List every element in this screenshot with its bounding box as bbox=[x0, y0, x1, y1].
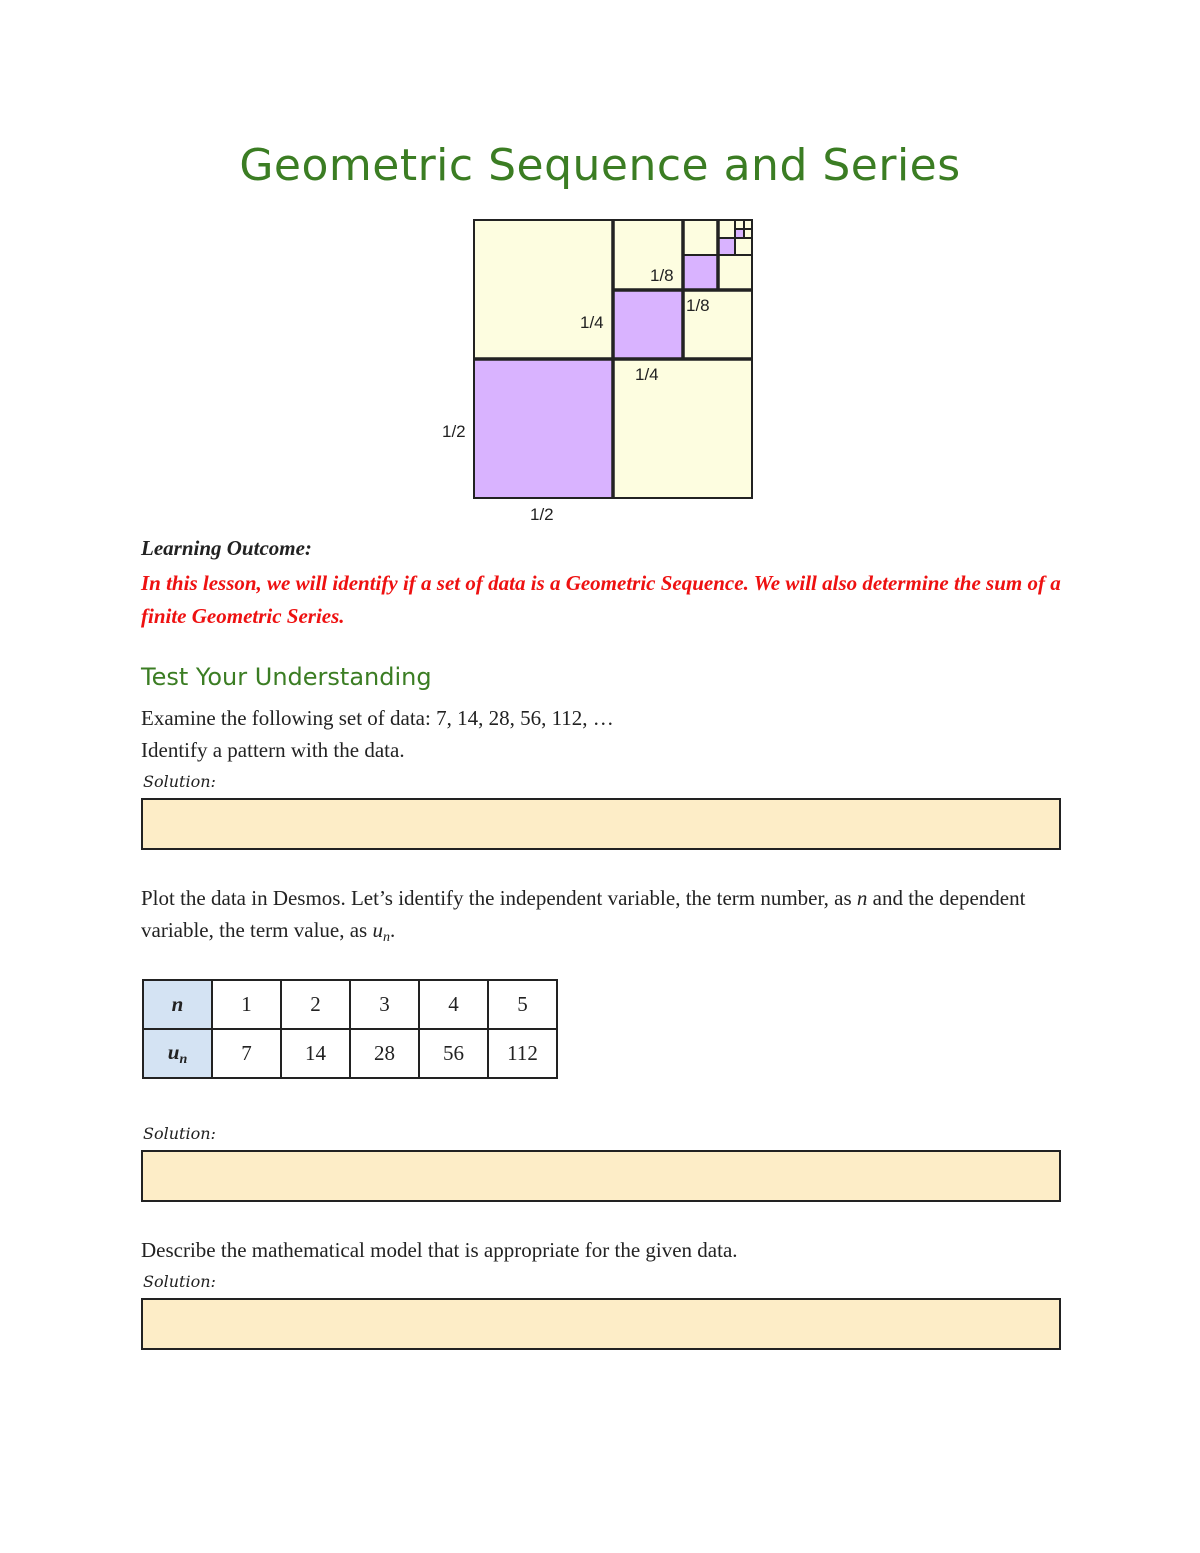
sixteenth-plain-square bbox=[683, 220, 718, 255]
table-cell: 5 bbox=[488, 980, 557, 1029]
tiny-plain-square-c bbox=[744, 220, 752, 229]
label-quarter-b: 1/4 bbox=[635, 365, 659, 384]
q2-solution-label: Solution: bbox=[143, 1124, 216, 1143]
quarter-shaded-square bbox=[613, 290, 683, 359]
square-diagram bbox=[430, 212, 770, 532]
q3-answer-box[interactable] bbox=[141, 1298, 1061, 1350]
q1-solution-label: Solution: bbox=[143, 772, 216, 791]
q2-text-c: . bbox=[389, 918, 396, 942]
label-half-bottom: 1/2 bbox=[530, 505, 554, 524]
tiny-shaded-square bbox=[735, 229, 744, 238]
learning-outcome-label: Learning Outcome: bbox=[141, 536, 312, 560]
q3-text: Describe the mathematical model that is appropriate for the given data. bbox=[141, 1238, 738, 1262]
table-cell: 112 bbox=[488, 1029, 557, 1078]
table-cell: 7 bbox=[212, 1029, 281, 1078]
q2-text-a: Plot the data in Desmos. Let’s identify the independent variable, the term number, as bbox=[141, 886, 857, 910]
table-head-u-main: u bbox=[167, 1039, 180, 1064]
table-cell: 28 bbox=[350, 1029, 419, 1078]
table-head-u-sub: n bbox=[179, 1051, 188, 1067]
table-cell: 4 bbox=[419, 980, 488, 1029]
tiny-plain-square-b bbox=[735, 220, 744, 229]
table-cell: 2 bbox=[281, 980, 350, 1029]
table-cell: 3 bbox=[350, 980, 419, 1029]
table-row bbox=[143, 980, 557, 1029]
sixteenth-shaded-square bbox=[718, 238, 735, 255]
section-title: Test Your Understanding bbox=[141, 663, 432, 691]
q2-var-u: u bbox=[372, 918, 383, 942]
half-plain-square bbox=[613, 359, 752, 498]
table-head-u bbox=[143, 1029, 212, 1078]
q2-text-b: and the dependent variable, the term value, as bbox=[141, 886, 1026, 942]
eighth-shaded-square bbox=[683, 255, 718, 290]
table-cell: 1 bbox=[212, 980, 281, 1029]
page-title: Geometric Sequence and Series bbox=[239, 140, 961, 191]
table-cell: 56 bbox=[419, 1029, 488, 1078]
table-cell: 14 bbox=[281, 1029, 350, 1078]
tiny-plain-square bbox=[744, 229, 752, 238]
label-eighth-b: 1/8 bbox=[686, 296, 710, 315]
q1-answer-box[interactable] bbox=[141, 798, 1061, 850]
table-head-n: n bbox=[143, 980, 212, 1029]
q2-var-n: n bbox=[856, 886, 868, 910]
label-eighth-a: 1/8 bbox=[650, 266, 674, 285]
q1-line2: Identify a pattern with the data. bbox=[141, 738, 405, 762]
data-table bbox=[142, 979, 558, 1079]
q1-line1: Examine the following set of data: 7, 14, 28, 56, 112, … bbox=[141, 706, 614, 730]
small-plain-square bbox=[718, 220, 735, 238]
label-quarter-a: 1/4 bbox=[580, 313, 604, 332]
geometric-series-figure bbox=[430, 212, 770, 532]
learning-outcome-text: In this lesson, we will identify if a set of data is a Geometric Sequence. We will also determine the sum of a finite Geometric Series. bbox=[141, 571, 1061, 628]
sixteenth-plain-square-b bbox=[735, 238, 752, 255]
q2-text bbox=[141, 882, 1071, 954]
eighth-plain-square-b bbox=[718, 255, 752, 290]
q2-answer-box[interactable] bbox=[141, 1150, 1061, 1202]
label-half-left: 1/2 bbox=[442, 422, 466, 441]
q3-solution-label: Solution: bbox=[143, 1272, 216, 1291]
q2-var-u-sub: n bbox=[382, 930, 390, 945]
half-shaded-square bbox=[474, 359, 613, 498]
quarter-plain-square bbox=[474, 220, 613, 359]
table-row bbox=[143, 1029, 557, 1078]
